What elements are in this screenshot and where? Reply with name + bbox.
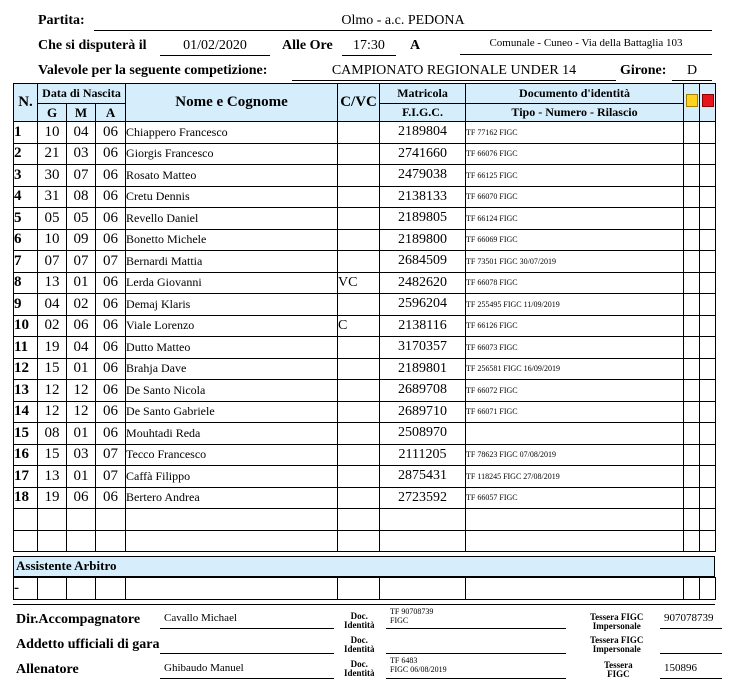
player-name: Revello Daniel — [126, 208, 338, 230]
yellow-card-cell — [684, 487, 700, 509]
allenatore-name-text: Ghibaudo Manuel — [164, 662, 244, 674]
allenatore-tessera-text: 150896 — [664, 662, 697, 674]
captain-flag — [338, 337, 380, 359]
dir-doc-label-1: Doc. — [350, 611, 368, 621]
player-number — [14, 509, 38, 531]
id-document: TF 66070 FIGC — [466, 186, 684, 208]
player-number: 3 — [14, 165, 38, 187]
red-card-cell — [700, 509, 716, 531]
allenatore-tessera-label-1: Tessera — [604, 660, 633, 670]
addetto-label: Addetto ufficiali di gara — [16, 637, 160, 652]
player-name: Chiappero Francesco — [126, 122, 338, 144]
birth-month: 07 — [67, 251, 96, 273]
birth-day: 12 — [38, 401, 67, 423]
table-row — [14, 466, 716, 488]
red-card-cell — [700, 272, 716, 294]
birth-day: 02 — [38, 315, 67, 337]
birth-year: 06 — [96, 423, 126, 445]
addetto-tessera-label-2: Impersonale — [592, 644, 641, 654]
id-document: TF 66076 FIGC — [466, 143, 684, 165]
allenatore-tessera-label-2: FIGC — [607, 669, 630, 679]
birth-year: 06 — [96, 401, 126, 423]
table-row — [14, 251, 716, 273]
partita-value: Olmo - a.c. PEDONA — [94, 13, 712, 31]
captain-flag — [338, 186, 380, 208]
birth-year: 06 — [96, 380, 126, 402]
dir-tessera-text: 907078739 — [664, 612, 714, 624]
birth-day: 04 — [38, 294, 67, 316]
birth-month: 04 — [67, 337, 96, 359]
red-card-cell — [700, 208, 716, 230]
allenatore-doc-line-1: TF 6483 — [390, 656, 418, 665]
competition: CAMPIONATO REGIONALE UNDER 14 — [292, 63, 616, 81]
dir-tessera-label-2: Impersonale — [592, 621, 641, 631]
id-document: TF 77162 FIGC — [466, 122, 684, 144]
birth-year: 06 — [96, 122, 126, 144]
matricola — [380, 530, 466, 552]
table-row — [14, 294, 716, 316]
matricola: 2189801 — [380, 358, 466, 380]
table-row — [14, 487, 716, 509]
id-document: TF 66069 FIGC — [466, 229, 684, 251]
captain-flag — [338, 444, 380, 466]
col-doc-header: Documento d'identità — [466, 84, 684, 104]
yellow-card-cell — [684, 358, 700, 380]
matricola: 2723592 — [380, 487, 466, 509]
addetto-tessera-label-1: Tessera FIGC — [590, 635, 644, 645]
captain-flag — [338, 294, 380, 316]
yellow-card-cell — [684, 229, 700, 251]
birth-day: 08 — [38, 423, 67, 445]
red-card-cell — [700, 165, 716, 187]
table-row — [14, 186, 716, 208]
birth-day: 07 — [38, 251, 67, 273]
birth-month: 07 — [67, 165, 96, 187]
player-name: Mouhtadi Reda — [126, 423, 338, 445]
captain-flag — [338, 251, 380, 273]
allenatore-doc-label — [344, 660, 375, 678]
table-row — [14, 423, 716, 445]
player-number: 2 — [14, 143, 38, 165]
dir-name-text: Cavallo Michael — [164, 612, 238, 624]
player-number: 17 — [14, 466, 38, 488]
matricola: 2138133 — [380, 186, 466, 208]
matricola: 2189800 — [380, 229, 466, 251]
matricola — [380, 509, 466, 531]
player-number: 12 — [14, 358, 38, 380]
addetto-doc — [386, 637, 566, 654]
player-name — [126, 530, 338, 552]
birth-month: 02 — [67, 294, 96, 316]
player-number: 5 — [14, 208, 38, 230]
addetto-tessera-label — [590, 636, 643, 654]
yellow-card-cell — [684, 530, 700, 552]
player-name: Cretu Dennis — [126, 186, 338, 208]
player-number: 14 — [14, 401, 38, 423]
red-card-cell — [700, 401, 716, 423]
id-document: TF 66126 FIGC — [466, 315, 684, 337]
birth-year: 06 — [96, 186, 126, 208]
col-a-header: A — [96, 104, 126, 122]
player-name: Viale Lorenzo — [126, 315, 338, 337]
col-cvc-header: C/VC — [338, 84, 380, 122]
matricola: 2482620 — [380, 272, 466, 294]
table-row — [14, 530, 716, 552]
birth-day: 13 — [38, 466, 67, 488]
girone-value: D — [672, 63, 712, 81]
assistente-table — [13, 577, 716, 600]
birth-year: 06 — [96, 487, 126, 509]
red-card-cell — [700, 466, 716, 488]
red-card-cell — [700, 251, 716, 273]
red-card-cell — [700, 294, 716, 316]
birth-month: 03 — [67, 444, 96, 466]
birth-month: 04 — [67, 122, 96, 144]
birth-year: 06 — [96, 272, 126, 294]
birth-month: 08 — [67, 186, 96, 208]
matricola: 2508970 — [380, 423, 466, 445]
red-card-cell — [700, 380, 716, 402]
captain-flag — [338, 143, 380, 165]
yellow-card-cell — [684, 186, 700, 208]
id-document — [466, 530, 684, 552]
assistente-dash: - — [14, 578, 38, 600]
player-name — [126, 509, 338, 531]
id-document: TF 66071 FIGC — [466, 401, 684, 423]
yellow-card-cell — [684, 337, 700, 359]
allenatore-label: Allenatore — [16, 662, 79, 677]
col-doc-sub-header: Tipo - Numero - Rilascio — [466, 104, 684, 122]
table-row — [14, 208, 716, 230]
player-name: Caffà Filippo — [126, 466, 338, 488]
table-row — [14, 315, 716, 337]
birth-day — [38, 509, 67, 531]
table-row — [14, 509, 716, 531]
table-row — [14, 229, 716, 251]
player-number: 7 — [14, 251, 38, 273]
dir-doc-line-1: TF 90708739 — [390, 607, 434, 616]
red-card-cell — [700, 122, 716, 144]
id-document: TF 78623 FIGC 07/08/2019 — [466, 444, 684, 466]
birth-month: 12 — [67, 401, 96, 423]
captain-flag — [338, 165, 380, 187]
birth-year: 06 — [96, 229, 126, 251]
birth-year: 07 — [96, 251, 126, 273]
player-number: 11 — [14, 337, 38, 359]
col-name-header: Nome e Cognome — [126, 84, 338, 122]
yellow-card-icon — [686, 94, 698, 107]
id-document — [466, 423, 684, 445]
player-number: 9 — [14, 294, 38, 316]
birth-day: 19 — [38, 487, 67, 509]
valevole-label: Valevole per la seguente competizione: — [38, 63, 268, 78]
captain-flag — [338, 466, 380, 488]
captain-flag — [338, 530, 380, 552]
id-document: TF 66057 FIGC — [466, 487, 684, 509]
player-number: 16 — [14, 444, 38, 466]
birth-month: 01 — [67, 358, 96, 380]
player-name: Rosato Matteo — [126, 165, 338, 187]
captain-flag — [338, 423, 380, 445]
id-document: TF 66124 FIGC — [466, 208, 684, 230]
allenatore-doc — [386, 656, 566, 679]
birth-day: 10 — [38, 229, 67, 251]
birth-year: 07 — [96, 466, 126, 488]
captain-flag — [338, 229, 380, 251]
birth-year — [96, 530, 126, 552]
id-document: TF 66072 FIGC — [466, 380, 684, 402]
allenatore-name — [160, 662, 334, 679]
allenatore-doc-label-2: Identità — [344, 668, 375, 678]
id-document: TF 255495 FIGC 11/09/2019 — [466, 294, 684, 316]
captain-flag — [338, 208, 380, 230]
player-number: 1 — [14, 122, 38, 144]
allenatore-doc-line-2: FIGC 06/08/2019 — [390, 665, 447, 674]
col-n-header: N. — [14, 84, 38, 122]
id-document: TF 66078 FIGC — [466, 272, 684, 294]
red-card-cell — [700, 143, 716, 165]
player-number: 10 — [14, 315, 38, 337]
matricola: 2689710 — [380, 401, 466, 423]
birth-month: 09 — [67, 229, 96, 251]
table-row — [14, 122, 716, 144]
birth-day: 15 — [38, 444, 67, 466]
red-card-cell — [700, 530, 716, 552]
matricola: 2189805 — [380, 208, 466, 230]
birth-month: 06 — [67, 487, 96, 509]
red-card-cell — [700, 423, 716, 445]
birth-month: 01 — [67, 272, 96, 294]
allenatore-tessera — [660, 662, 722, 679]
player-name: Bertero Andrea — [126, 487, 338, 509]
red-card-cell — [700, 358, 716, 380]
player-number: 4 — [14, 186, 38, 208]
birth-day: 30 — [38, 165, 67, 187]
table-row — [14, 401, 716, 423]
birth-month: 12 — [67, 380, 96, 402]
player-number: 15 — [14, 423, 38, 445]
dir-doc-line-2: FIGC — [390, 616, 409, 625]
assistente-label: Assistente Arbitro — [16, 558, 117, 573]
yellow-card-cell — [684, 272, 700, 294]
captain-flag — [338, 358, 380, 380]
dir-tessera-label — [590, 613, 643, 631]
id-document: TF 73501 FIGC 30/07/2019 — [466, 251, 684, 273]
player-name: Bonetto Michele — [126, 229, 338, 251]
yellow-card-cell — [684, 165, 700, 187]
birth-day — [38, 530, 67, 552]
captain-flag — [338, 122, 380, 144]
player-name: De Santo Nicola — [126, 380, 338, 402]
yellow-card-cell — [684, 122, 700, 144]
matricola: 2111205 — [380, 444, 466, 466]
yellow-card-cell — [684, 251, 700, 273]
birth-day: 12 — [38, 380, 67, 402]
yellow-card-header — [684, 84, 700, 122]
birth-year — [96, 509, 126, 531]
dir-name — [160, 612, 334, 629]
dir-tessera-label-1: Tessera FIGC — [590, 612, 644, 622]
matricola: 2741660 — [380, 143, 466, 165]
assistente-band — [13, 556, 715, 577]
matricola: 2875431 — [380, 466, 466, 488]
addetto-doc-label-1: Doc. — [350, 635, 368, 645]
birth-year: 06 — [96, 294, 126, 316]
captain-flag — [338, 487, 380, 509]
allenatore-tessera-label — [604, 661, 633, 679]
player-name: Bernardi Mattia — [126, 251, 338, 273]
id-document: TF 66073 FIGC — [466, 337, 684, 359]
matricola: 2479038 — [380, 165, 466, 187]
a-label: A — [410, 38, 421, 53]
match-time: 17:30 — [342, 38, 396, 56]
yellow-card-cell — [684, 444, 700, 466]
yellow-card-cell — [684, 466, 700, 488]
birth-year: 06 — [96, 143, 126, 165]
allenatore-doc-label-1: Doc. — [350, 659, 368, 669]
player-name: Dutto Matteo — [126, 337, 338, 359]
birth-month: 03 — [67, 143, 96, 165]
ore-label: Alle Ore — [282, 38, 333, 53]
yellow-card-cell — [684, 143, 700, 165]
player-number — [14, 530, 38, 552]
yellow-card-cell — [684, 423, 700, 445]
birth-month: 05 — [67, 208, 96, 230]
birth-month: 06 — [67, 315, 96, 337]
red-card-cell — [700, 229, 716, 251]
dir-label: Dir.Accompagnatore — [16, 612, 141, 627]
birth-year: 06 — [96, 208, 126, 230]
matricola: 2684509 — [380, 251, 466, 273]
table-row — [14, 380, 716, 402]
captain-flag — [338, 380, 380, 402]
col-data-header: Data di Nascita — [38, 84, 126, 104]
table-row — [14, 358, 716, 380]
red-card-cell — [700, 315, 716, 337]
disputera-label: Che si disputerà il — [38, 38, 147, 53]
birth-year: 06 — [96, 337, 126, 359]
player-name: Brahja Dave — [126, 358, 338, 380]
yellow-card-cell — [684, 315, 700, 337]
birth-year: 07 — [96, 444, 126, 466]
red-card-cell — [700, 444, 716, 466]
red-card-cell — [700, 487, 716, 509]
birth-month: 01 — [67, 466, 96, 488]
match-location: Comunale - Cuneo - Via della Battaglia 103 — [460, 37, 712, 55]
players-table — [13, 83, 716, 552]
captain-flag: C — [338, 315, 380, 337]
red-card-header — [700, 84, 716, 122]
player-number: 13 — [14, 380, 38, 402]
birth-day: 10 — [38, 122, 67, 144]
table-row — [14, 337, 716, 359]
dir-tessera — [660, 612, 722, 629]
dir-doc — [386, 607, 566, 629]
player-number: 6 — [14, 229, 38, 251]
addetto-name — [160, 637, 334, 654]
table-row — [14, 143, 716, 165]
player-name: De Santo Gabriele — [126, 401, 338, 423]
addetto-tessera — [660, 637, 722, 654]
birth-year: 06 — [96, 315, 126, 337]
addetto-doc-label — [344, 636, 375, 654]
birth-day: 19 — [38, 337, 67, 359]
matricola: 2596204 — [380, 294, 466, 316]
yellow-card-cell — [684, 294, 700, 316]
id-document — [466, 509, 684, 531]
yellow-card-cell — [684, 509, 700, 531]
matricola: 3170357 — [380, 337, 466, 359]
col-m-header: M — [67, 104, 96, 122]
player-name: Giorgis Francesco — [126, 143, 338, 165]
table-row — [14, 444, 716, 466]
captain-flag: VC — [338, 272, 380, 294]
red-card-icon — [702, 94, 714, 107]
player-number: 18 — [14, 487, 38, 509]
table-row — [14, 272, 716, 294]
id-document: TF 66125 FIGC — [466, 165, 684, 187]
yellow-card-cell — [684, 401, 700, 423]
birth-month — [67, 509, 96, 531]
player-name: Demaj Klaris — [126, 294, 338, 316]
birth-year: 06 — [96, 358, 126, 380]
player-name: Lerda Giovanni — [126, 272, 338, 294]
table-row — [14, 165, 716, 187]
matricola: 2689708 — [380, 380, 466, 402]
captain-flag — [338, 401, 380, 423]
col-g-header: G — [38, 104, 67, 122]
birth-year: 06 — [96, 165, 126, 187]
player-name: Tecco Francesco — [126, 444, 338, 466]
captain-flag — [338, 509, 380, 531]
match-date: 01/02/2020 — [160, 38, 270, 56]
birth-day: 15 — [38, 358, 67, 380]
col-matricola-header: Matricola — [380, 84, 466, 104]
dir-doc-label-2: Identità — [344, 620, 375, 630]
addetto-doc-label-2: Identità — [344, 644, 375, 654]
birth-day: 21 — [38, 143, 67, 165]
birth-day: 13 — [38, 272, 67, 294]
birth-month: 01 — [67, 423, 96, 445]
birth-day: 05 — [38, 208, 67, 230]
red-card-cell — [700, 186, 716, 208]
col-figc-header: F.I.G.C. — [380, 104, 466, 122]
partita-label: Partita: — [38, 13, 85, 28]
yellow-card-cell — [684, 208, 700, 230]
red-card-cell — [700, 337, 716, 359]
footer-divider — [13, 604, 715, 605]
matricola: 2138116 — [380, 315, 466, 337]
birth-month — [67, 530, 96, 552]
id-document: TF 256581 FIGC 16/09/2019 — [466, 358, 684, 380]
girone-label: Girone: — [620, 63, 667, 78]
yellow-card-cell — [684, 380, 700, 402]
birth-day: 31 — [38, 186, 67, 208]
matricola: 2189804 — [380, 122, 466, 144]
id-document: TF 118245 FIGC 27/08/2019 — [466, 466, 684, 488]
player-number: 8 — [14, 272, 38, 294]
dir-doc-label — [344, 612, 375, 630]
